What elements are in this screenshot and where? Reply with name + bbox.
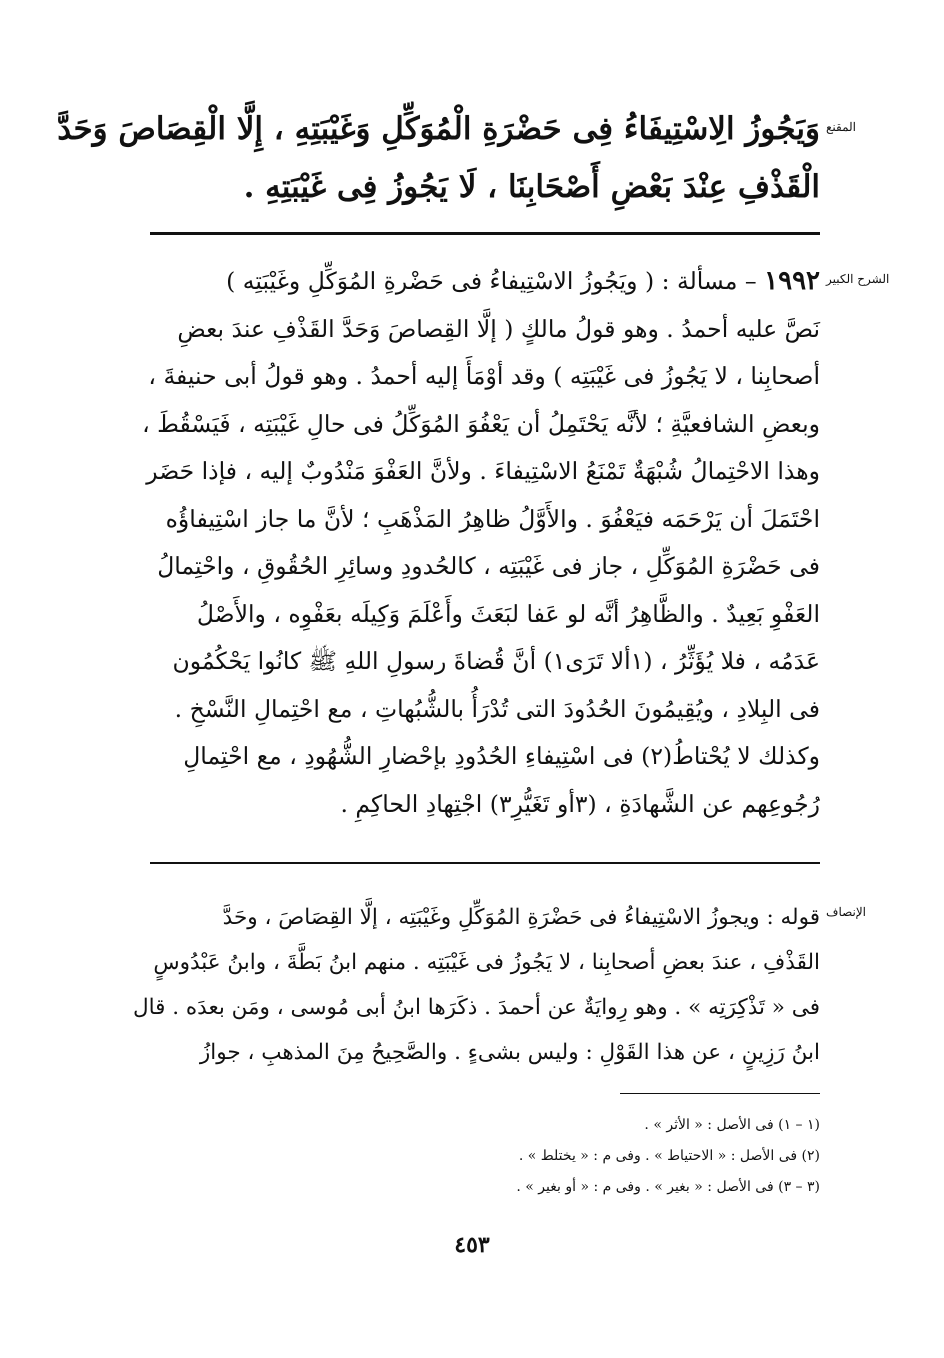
insaf-line: القَذْفِ ، عندَ بعضِ أصحابِنا ، لا يَجُوزُ فى غَيْبَتِه . منهم ابنُ بَطَّةَ ، وابنُ عَبْدُوسٍ — [153, 950, 820, 975]
muqni-line-2: الْقَذْفِ عِنْدَ بَعْضِ أَصْحَابِنَا ، لَا يَجُوزُ فِى غَيْبَتِهِ . — [243, 169, 820, 205]
muqni-margin-label: المقنع — [826, 120, 857, 134]
issue-heading-text: – مسألة : ( ويَجُوزُ الاسْتِيفاءُ فى حَضْرةِ المُوَكِّلِ وغَيْبَتِه ) — [226, 267, 765, 295]
page-number: ٤٥٣ — [454, 1232, 490, 1258]
insaf-line: قوله : ويجوزُ الاسْتِيفاءُ فى حَضْرَةِ المُوَكِّلِ وغَيْبَتِه ، إلَّا القِصَاصَ ، وحَدَّ — [222, 905, 820, 930]
sharh-line: فى البِلادِ ، ويُقِيمُونَ الحُدُودَ التى تُدْرَأُ بالشُّبُهاتِ ، مع احْتِمالِ النَّسْخِ . — [174, 694, 820, 723]
sharh-line: فى حَضْرَةِ المُوَكِّلِ ، جاز فى غَيْبَتِه ، كالحُدودِ وسائِرِ الحُقُوقِ ، واحْتِمالُ — [157, 552, 820, 580]
sharh-line: العَفْوِ بَعِيدٌ . والظَّاهِرُ أنَّه لو عَفا لبَعَثَ وأَعْلَمَ وَكِيلَه بعَفْوِه ، والأَصْلُ — [196, 599, 820, 628]
footnote: (٣ – ٣) فى الأصل : « بغير » . وفى م : « أو بغير » . — [516, 1179, 820, 1195]
footnotes — [150, 1110, 820, 1203]
section-divider-thick — [150, 232, 820, 235]
footnote: (١ – ١) فى الأصل : « الأثر » . — [644, 1117, 820, 1133]
footnote-divider — [620, 1093, 820, 1094]
muqni-line-1: وَيَجُوزُ الِاسْتِيفَاءُ فِى حَضْرَةِ الْمُوَكِّلِ وَغَيْبَتِهِ ، إِلَّا الْقِصَاصَ وَحَدَّ — [57, 111, 820, 147]
sharh-margin-label: الشرح الكبير — [826, 272, 890, 286]
insaf-text-block — [132, 895, 820, 1075]
muqni-text-block — [57, 100, 820, 216]
sharh-line: احْتَمَلَ أن يَرْحَمَه فيَعْفُوَ . والأَوَّلُ ظاهِرُ المَذْهَبِ ؛ لأنَّ ما جاز اسْتِيفاؤُه — [165, 504, 820, 533]
sharh-line: أصحابِنا ، لا يَجُوزُ فى غَيْبَتِه ) وقد أوْمَأَ إليه أحمدُ . وهو قولُ أبى حنيفةَ ، — [148, 362, 820, 390]
sharh-text-block — [142, 258, 820, 828]
sharh-line: نَصَّ عليه أحمدُ . وهو قولُ مالكٍ ( إلَّا القِصاصَ وَحَدَّ القَذْفِ عندَ بعضِ — [177, 314, 820, 343]
insaf-line: فى « تَذْكِرَتِه » . وهو رِوايَةٌ عن أحمدَ . ذكَرَها ابنُ أبى مُوسى ، ومَن بعدَه . قال — [132, 995, 820, 1020]
footnote: (٢) فى الأصل : « الاحتياط » . وفى م : « يختلط » . — [518, 1148, 820, 1164]
sharh-line: عَدَمُه ، فلا يُؤَثِّرُ ، (١ألا تَرَى١) أنَّ قُضاةَ رسولِ اللهِ ﷺ كانُوا يَحْكُمُون — [172, 647, 820, 675]
sharh-line: وهذا الاحْتِمالُ شُبْهَةٌ تَمْنَعُ الاسْتِيفاءَ . ولأنَّ العَفْوَ مَنْدُوبٌ إليه ، فإذا حَضَر — [146, 457, 820, 485]
sharh-line: رُجُوعِهم عن الشَّهادَةِ ، (٣أو تَغَيُّرِ٣) اجْتِهادِ الحاكِمِ . — [340, 789, 820, 818]
sharh-line: وبعضِ الشافعيَّةِ ؛ لأنَّه يَحْتَمِلُ أن يَعْفُوَ المُوَكِّلُ فى حالِ غَيْبَتِه ، فَيَسْقُطَ ، — [142, 409, 820, 438]
section-divider — [150, 862, 820, 864]
issue-number: ١٩٩٢ — [764, 266, 820, 296]
sharh-line: وكذلك لا يُحْتاطُ(٢) فى اسْتِيفاءِ الحُدُودِ بإحْضارِ الشُّهُودِ ، مع احْتِمالِ — [183, 742, 820, 770]
insaf-line: ابنُ رَزِينٍ ، عن هذا القَوْلِ : وليس بشىءٍ . والصَّحِيحُ مِنَ المذهبِ ، جوازُ — [199, 1040, 820, 1065]
sharh-line-heading — [150, 258, 820, 306]
insaf-margin-label: الإنصاف — [826, 905, 867, 919]
